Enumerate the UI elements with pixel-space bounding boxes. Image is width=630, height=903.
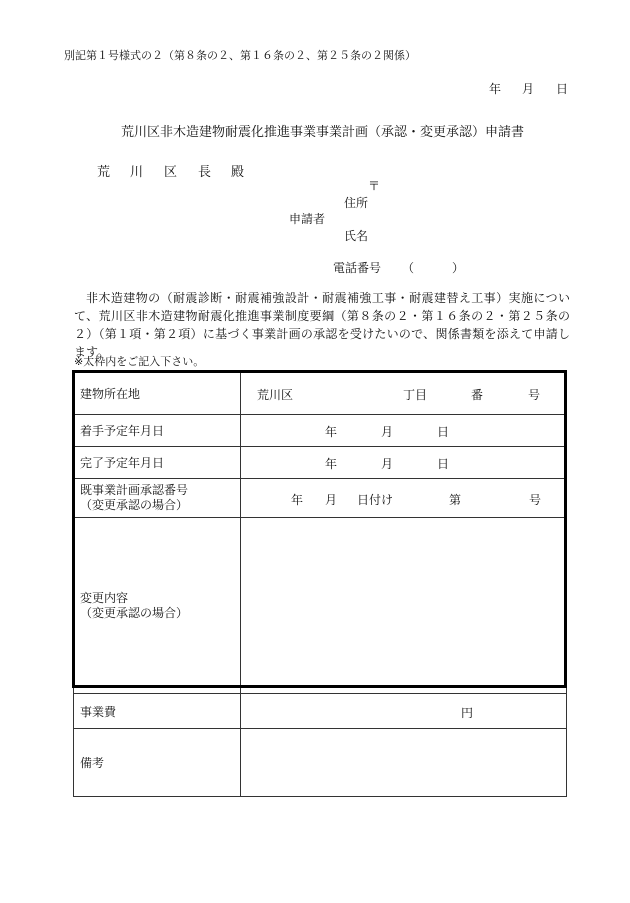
date-year-label: 年 xyxy=(489,82,502,96)
change-label-line2: （変更承認の場合） xyxy=(80,605,189,620)
table-row xyxy=(74,729,567,797)
name-label: 氏名 xyxy=(344,229,369,243)
change-content-field[interactable] xyxy=(241,518,567,694)
postal-mark: 〒 xyxy=(368,179,381,193)
remarks-label: 備考 xyxy=(74,729,241,797)
location-label: 建物所在地 xyxy=(74,372,241,415)
year-label: 年 xyxy=(325,457,338,471)
year-label: 年 xyxy=(291,493,304,507)
application-form-table xyxy=(73,371,567,797)
addressee-char: 荒 xyxy=(97,165,111,180)
addressee-char: 区 xyxy=(164,165,178,180)
month-label: 月 xyxy=(381,425,394,439)
addressee-char: 川 xyxy=(130,165,144,180)
ban-label: 番 xyxy=(471,388,484,402)
location-field[interactable] xyxy=(241,372,567,415)
address-label: 住所 xyxy=(344,196,369,210)
table-row xyxy=(74,447,567,479)
day-label: 日 xyxy=(437,425,450,439)
approval-number-label xyxy=(74,479,241,518)
document-title: 荒川区非木造建物耐震化推進事業事業計画（承認・変更承認）申請書 xyxy=(121,125,525,140)
approval-number-field[interactable] xyxy=(241,479,567,518)
go-label: 号 xyxy=(529,493,542,507)
date-day-label: 日 xyxy=(556,82,569,96)
dated-label: 日付け xyxy=(357,493,394,507)
month-label: 月 xyxy=(381,457,394,471)
dai-label: 第 xyxy=(449,493,462,507)
phone-paren-open: （ xyxy=(402,261,415,275)
table-row xyxy=(74,694,567,729)
table-row xyxy=(74,415,567,447)
fill-note: ※太枠内をご記入下さい。 xyxy=(74,355,205,368)
go-label: 号 xyxy=(528,388,541,402)
chome-label: 丁目 xyxy=(403,388,428,402)
start-date-field[interactable] xyxy=(241,415,567,447)
approval-label-line2: （変更承認の場合） xyxy=(80,498,189,512)
phone-label: 電話番号 xyxy=(333,261,382,275)
cost-label: 事業費 xyxy=(74,694,241,729)
month-label: 月 xyxy=(325,493,338,507)
year-label: 年 xyxy=(325,425,338,439)
addressee-char: 殿 xyxy=(231,165,245,180)
application-statement: 非木造建物の（耐震診断・耐震補強設計・耐震補強工事・耐震建替え工事）実施について、荒川区非木造建物耐震化推進事業制度要綱（第８条の２・第１６条の２・第２５条の２）（第１項・第２項）に基づく事業計画の承認を受けたいので、関係書類を添えて申請します。 xyxy=(74,291,570,359)
end-date-field[interactable] xyxy=(241,447,567,479)
yen-unit: 円 xyxy=(461,706,474,720)
date-month-label: 月 xyxy=(522,82,535,96)
table-row xyxy=(74,518,567,694)
applicant-label: 申請者 xyxy=(289,212,326,226)
phone-paren-close: ） xyxy=(452,261,465,275)
addressee-char: 長 xyxy=(198,165,212,180)
change-content-label xyxy=(74,518,241,694)
start-date-label: 着手予定年月日 xyxy=(74,415,241,447)
change-label-line1: 変更内容 xyxy=(80,590,129,605)
form-reference: 別記第１号様式の２（第８条の２、第１６条の２、第２５条の２関係） xyxy=(64,49,416,62)
table-row xyxy=(74,479,567,518)
remarks-field[interactable] xyxy=(241,729,567,797)
end-date-label: 完了予定年月日 xyxy=(74,447,241,479)
ward-text: 荒川区 xyxy=(257,388,294,402)
approval-label-line1: 既事業計画承認番号 xyxy=(80,483,189,497)
cost-field[interactable] xyxy=(241,694,567,729)
day-label: 日 xyxy=(437,457,450,471)
table-row xyxy=(74,372,567,415)
